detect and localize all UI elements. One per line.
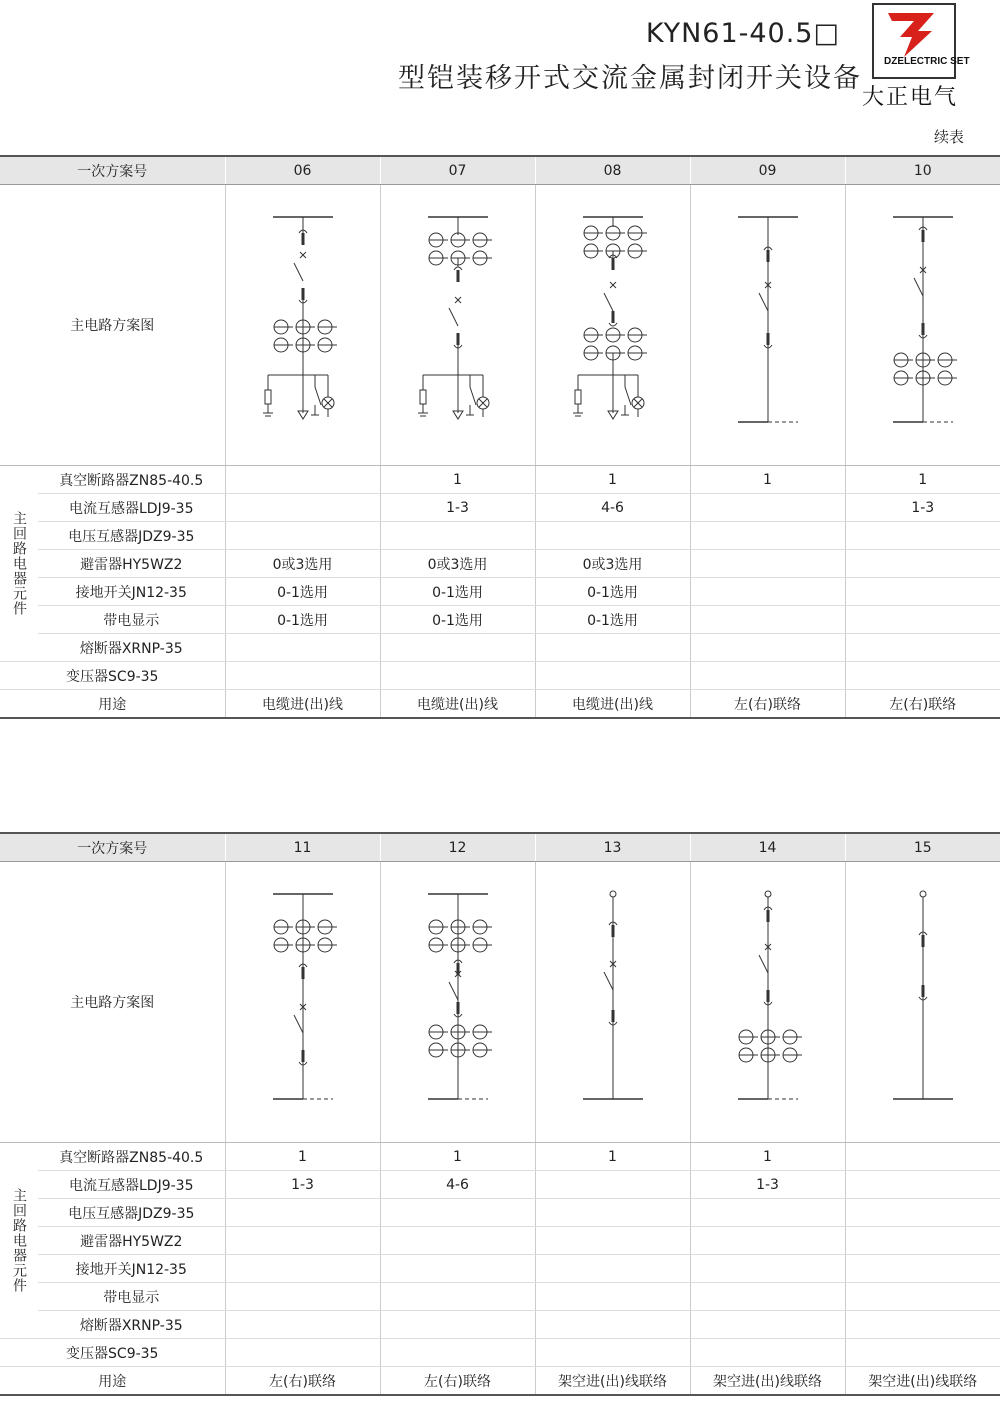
component-label: 熔断器XRNP-35 [38,1311,225,1339]
cell-value [690,550,845,578]
cell-value: 左(右)联络 [845,690,1000,719]
circuit-diagram [845,185,1000,466]
breaker-blade [604,293,613,311]
table-row [0,494,1000,522]
circuit-diagram [225,185,380,466]
breaker-blade [759,293,768,311]
cell-value: 1-3 [845,494,1000,522]
circuit-diagram [845,862,1000,1143]
cell-value [380,1255,535,1283]
table-row [0,690,1000,719]
component-label: 避雷器HY5WZ2 [38,550,225,578]
cell-value: 4-6 [380,1171,535,1199]
table-header-row [0,156,1000,185]
cell-value: 架空进(出)线联络 [690,1367,845,1396]
cell-value [845,606,1000,634]
cell-value [225,1339,380,1367]
cell-value: 0-1选用 [380,578,535,606]
circuit-diagram [380,185,535,466]
cell-value: 电缆进(出)线 [225,690,380,719]
circuit-diagram [535,185,690,466]
cell-value [845,1199,1000,1227]
cell-value [535,1227,690,1255]
breaker-blade [294,263,303,281]
plug-contact [609,323,617,326]
scheme-number: 10 [845,156,1000,185]
cell-value [845,1227,1000,1255]
component-label: 用途 [0,1367,225,1396]
cell-value [225,634,380,662]
cell-value [845,1339,1000,1367]
component-label: 变压器SC9-35 [0,662,225,690]
cell-value [380,634,535,662]
cell-value [845,662,1000,690]
breaker-blade [759,955,768,973]
cell-value [845,522,1000,550]
component-label: 避雷器HY5WZ2 [38,1227,225,1255]
cell-value: 1 [845,466,1000,494]
cell-value [535,1199,690,1227]
cell-value: 1-3 [225,1171,380,1199]
scheme-table-2 [0,832,1000,1396]
diagram-label: 主电路方案图 [0,862,225,1143]
earthing-switch [625,387,631,405]
cell-value [225,1311,380,1339]
cell-value [690,494,845,522]
cell-value [225,522,380,550]
cell-value [690,662,845,690]
cell-value: 架空进(出)线联络 [535,1367,690,1396]
scheme-number: 07 [380,156,535,185]
cell-value [690,1311,845,1339]
table-row [0,1199,1000,1227]
group-label: 主回路电器元件 [0,1143,38,1339]
cell-value [380,662,535,690]
circuit-diagram [535,862,690,1143]
table-row [0,466,1000,494]
cell-value [380,1339,535,1367]
component-label: 带电显示 [38,1283,225,1311]
cell-value: 电缆进(出)线 [380,690,535,719]
cell-value: 左(右)联络 [380,1367,535,1396]
component-label: 接地开关JN12-35 [38,578,225,606]
cell-value [535,1283,690,1311]
scheme-number: 11 [225,833,380,862]
scheme-number: 15 [845,833,1000,862]
scheme-number-label: 一次方案号 [0,156,225,185]
cell-value: 1 [690,1143,845,1171]
continued-label: 续表 [933,128,964,146]
cell-value [845,578,1000,606]
table-row [0,634,1000,662]
diagram-row [0,862,1000,1143]
logo-text: DZELECTRIC SET [884,56,970,67]
scheme-number: 06 [225,156,380,185]
cell-value [535,522,690,550]
cell-value [225,1199,380,1227]
table-row [0,662,1000,690]
table-row [0,1283,1000,1311]
brand-name: 大正电气 [862,85,959,110]
cell-value [845,1171,1000,1199]
scheme-number: 13 [535,833,690,862]
cell-value: 1 [225,1143,380,1171]
cell-value: 4-6 [535,494,690,522]
cell-value: 0-1选用 [535,578,690,606]
component-label: 变压器SC9-35 [0,1339,225,1367]
cell-value [380,522,535,550]
component-label: 电压互感器JDZ9-35 [38,1199,225,1227]
component-label: 熔断器XRNP-35 [38,634,225,662]
cell-value [690,1255,845,1283]
cell-value [690,1199,845,1227]
cell-value [380,1311,535,1339]
cell-value: 0-1选用 [225,606,380,634]
cell-value: 1 [690,466,845,494]
cell-value: 0或3选用 [380,550,535,578]
table-row [0,1143,1000,1171]
table-row [0,1255,1000,1283]
table-row [0,1339,1000,1367]
title-model: KYN61-40.5□ [645,18,840,49]
table-row [0,550,1000,578]
overhead-terminal [610,891,616,897]
cell-value [535,662,690,690]
scheme-number: 08 [535,156,690,185]
scheme-number: 09 [690,156,845,185]
cell-value [690,578,845,606]
breaker-blade [449,982,458,1000]
group-label: 主回路电器元件 [0,466,38,662]
scheme-number: 14 [690,833,845,862]
cell-value: 0-1选用 [380,606,535,634]
cell-value [225,662,380,690]
component-label: 真空断路器ZN85-40.5 [38,466,225,494]
cell-value: 左(右)联络 [690,690,845,719]
cell-value [535,1339,690,1367]
cell-value: 1 [535,1143,690,1171]
cell-value [225,1255,380,1283]
cell-value [845,1311,1000,1339]
earthing-switch [470,387,476,405]
cell-value [690,634,845,662]
plug-contact [454,267,462,270]
surge-arrester [265,390,271,404]
cell-value [845,1143,1000,1171]
breaker-blade [449,308,458,326]
cell-value: 左(右)联络 [225,1367,380,1396]
circuit-diagram [690,862,845,1143]
circuit-diagram [690,185,845,466]
cell-value [225,494,380,522]
cell-value: 电缆进(出)线 [535,690,690,719]
overhead-terminal [765,891,771,897]
earthing-switch [315,387,321,405]
cell-value [535,1171,690,1199]
scheme-number: 12 [380,833,535,862]
cell-value: 1 [535,466,690,494]
circuit-diagram [225,862,380,1143]
table-row [0,1227,1000,1255]
component-label: 用途 [0,690,225,719]
cell-value [845,1255,1000,1283]
cell-value [535,634,690,662]
cell-value: 1 [380,466,535,494]
cell-value [380,1283,535,1311]
circuit-diagram [380,862,535,1143]
cell-value [225,1227,380,1255]
component-label: 电流互感器LDJ9-35 [38,494,225,522]
surge-arrester [575,390,581,404]
cell-value [690,1283,845,1311]
cell-value [690,1227,845,1255]
cell-value: 1-3 [380,494,535,522]
table-row [0,606,1000,634]
scheme-table-1 [0,155,1000,719]
title-description: 型铠装移开式交流金属封闭开关设备 [398,63,862,94]
table-row [0,1171,1000,1199]
breaker-blade [294,1015,303,1033]
cell-value [845,1283,1000,1311]
diagram-label: 主电路方案图 [0,185,225,466]
component-label: 带电显示 [38,606,225,634]
breaker-blade [914,278,923,296]
cell-value [690,1339,845,1367]
cell-value: 1 [380,1143,535,1171]
cell-value [845,550,1000,578]
cell-value: 1-3 [690,1171,845,1199]
cell-value [690,522,845,550]
cell-value [535,1255,690,1283]
table-row [0,578,1000,606]
cell-value: 0或3选用 [535,550,690,578]
table-header-row [0,833,1000,862]
component-label: 电流互感器LDJ9-35 [38,1171,225,1199]
table-row [0,1311,1000,1339]
table-row [0,1367,1000,1396]
table-row [0,522,1000,550]
breaker-blade [604,972,613,990]
scheme-number-label: 一次方案号 [0,833,225,862]
diagram-row [0,185,1000,466]
surge-arrester [420,390,426,404]
cell-value: 架空进(出)线联络 [845,1367,1000,1396]
component-label: 真空断路器ZN85-40.5 [38,1143,225,1171]
cell-value: 0-1选用 [225,578,380,606]
cell-value [225,466,380,494]
overhead-terminal [920,891,926,897]
component-label: 电压互感器JDZ9-35 [38,522,225,550]
component-label: 接地开关JN12-35 [38,1255,225,1283]
cell-value [380,1227,535,1255]
cell-value [690,606,845,634]
cell-value: 0或3选用 [225,550,380,578]
cell-value [845,634,1000,662]
cell-value [535,1311,690,1339]
cell-value [225,1283,380,1311]
cell-value: 0-1选用 [535,606,690,634]
company-logo [872,3,956,79]
cell-value [380,1199,535,1227]
